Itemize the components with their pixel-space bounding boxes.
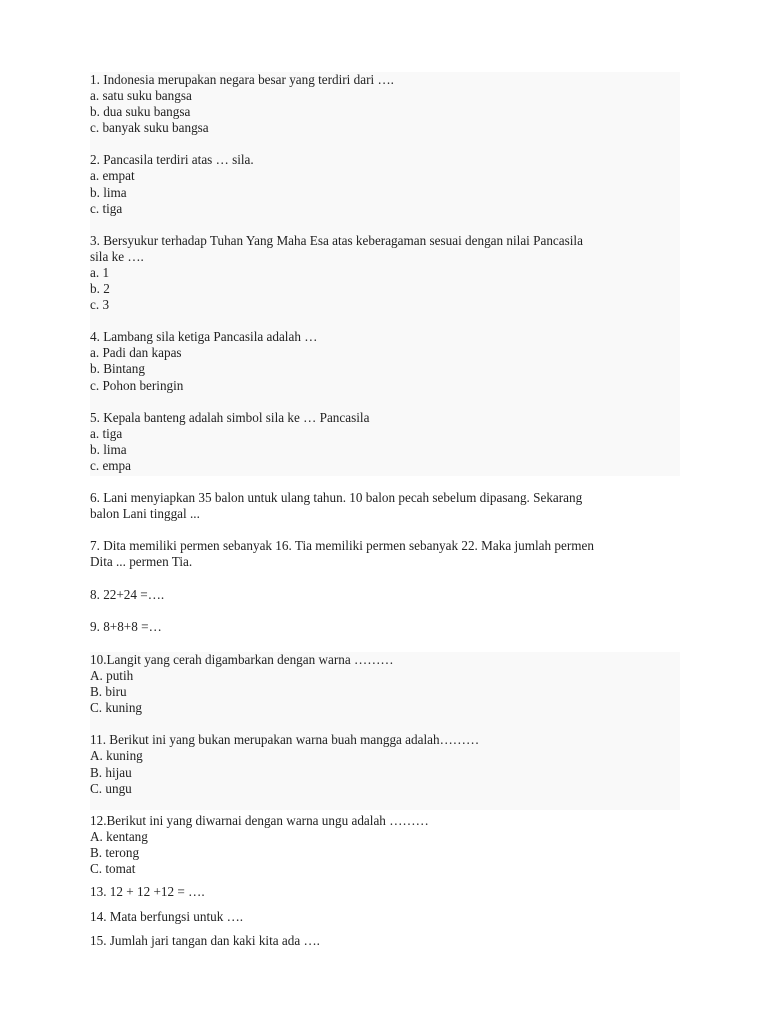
question-text: 9. 8+8+8 =… <box>90 619 162 634</box>
question-15 <box>90 933 680 949</box>
option-b: b. dua suku bangsa <box>90 104 191 120</box>
question-text: 10.Langit yang cerah digambarkan dengan warna ……… <box>90 652 394 667</box>
question-5 <box>90 410 680 474</box>
question-text: 13. 12 + 12 +12 = …. <box>90 884 205 899</box>
question-11 <box>90 732 680 796</box>
option-b: b. lima <box>90 441 127 457</box>
option-c: C. ungu <box>90 780 132 796</box>
question-group-10-11 <box>90 652 680 810</box>
option-a: a. empat <box>90 168 135 184</box>
option-b: B. biru <box>90 684 127 700</box>
question-10 <box>90 652 680 716</box>
question-6 <box>90 490 680 522</box>
question-9 <box>90 619 680 635</box>
question-text: 7. Dita memiliki permen sebanyak 16. Tia memiliki permen sebanyak 22. Maka jumlah permen <box>90 538 594 553</box>
question-text: 5. Kepala banteng adalah simbol sila ke … Pancasila <box>90 409 370 425</box>
question-text: 3. Bersyukur terhadap Tuhan Yang Maha Esa atas keberagaman sesuai dengan nilai Pancasila <box>90 232 583 248</box>
question-1 <box>90 72 680 136</box>
question-text: 4. Lambang sila ketiga Pancasila adalah … <box>90 329 318 345</box>
option-a: A. putih <box>90 668 134 684</box>
question-12 <box>90 813 680 877</box>
question-text: 11. Berikut ini yang bukan merupakan warna buah mangga adalah……… <box>90 732 480 748</box>
option-a: a. satu suku bangsa <box>90 88 192 104</box>
question-text: 6. Lani menyiapkan 35 balon untuk ulang tahun. 10 balon pecah sebelum dipasang. Sekarang <box>90 490 583 505</box>
option-a: A. kentang <box>90 829 148 845</box>
option-c: C. kuning <box>90 700 143 716</box>
question-7 <box>90 538 680 570</box>
question-text-continued: Dita ... permen Tia. <box>90 554 193 570</box>
question-8 <box>90 587 680 603</box>
question-text: 8. 22+24 =…. <box>90 587 165 602</box>
question-text-continued: balon Lani tinggal ... <box>90 506 200 522</box>
question-14 <box>90 909 680 925</box>
option-b: B. terong <box>90 845 140 861</box>
question-text: 15. Jumlah jari tangan dan kaki kita ada …. <box>90 933 320 948</box>
option-a: a. 1 <box>90 264 110 280</box>
question-4 <box>90 329 680 393</box>
option-a: A. kuning <box>90 748 143 764</box>
option-c: c. banyak suku bangsa <box>90 120 209 136</box>
option-c: c. empa <box>90 457 132 473</box>
question-group-1-5 <box>90 72 680 476</box>
option-b: B. hijau <box>90 764 132 780</box>
option-b: b. lima <box>90 184 127 200</box>
question-text: 1. Indonesia merupakan negara besar yang terdiri dari …. <box>90 72 394 87</box>
question-3 <box>90 233 680 313</box>
option-b: b. Bintang <box>90 361 145 377</box>
option-a: a. Padi dan kapas <box>90 345 182 361</box>
question-text: 12.Berikut ini yang diwarnai dengan warna ungu adalah ……… <box>90 813 429 828</box>
question-2 <box>90 152 680 216</box>
question-text: 14. Mata berfungsi untuk …. <box>90 909 244 924</box>
option-c: c. Pohon beringin <box>90 377 184 393</box>
option-c: c. tiga <box>90 200 123 216</box>
option-b: b. 2 <box>90 281 110 297</box>
question-text: 2. Pancasila terdiri atas … sila. <box>90 152 254 168</box>
question-13 <box>90 884 680 900</box>
question-text-continued: sila ke …. <box>90 248 144 264</box>
option-c: c. 3 <box>90 297 110 313</box>
option-c: C. tomat <box>90 861 136 877</box>
option-a: a. tiga <box>90 425 123 441</box>
